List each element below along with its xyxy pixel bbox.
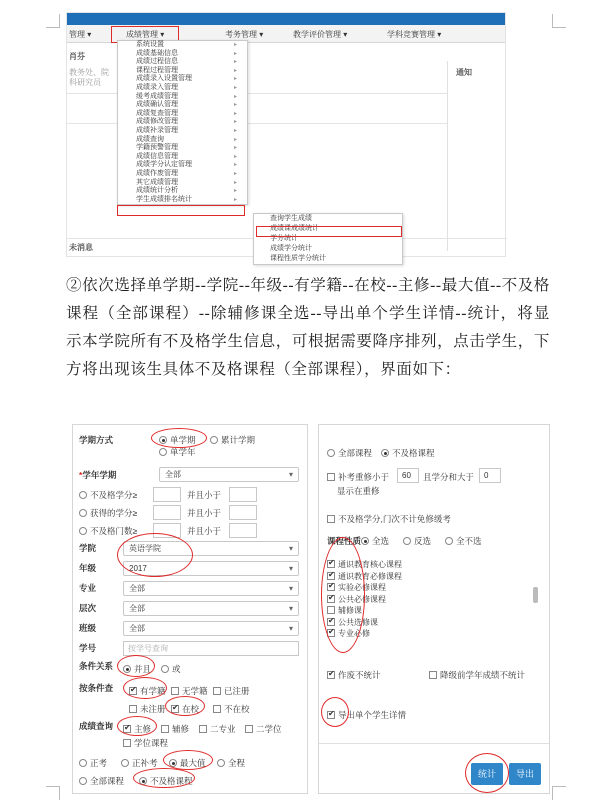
earned-credit-max-input[interactable] (229, 505, 257, 520)
credit-value-input[interactable]: 0 (479, 468, 501, 483)
grade-query-label: 成绩查询 (79, 721, 114, 731)
nature-list-item[interactable]: ✔通识教育必修课程 (327, 571, 541, 583)
highlight-credit-stat (256, 226, 402, 237)
menu-screenshot (66, 12, 506, 262)
cond-earned-credit[interactable]: 获得的学分≥ (79, 507, 137, 519)
menu-item[interactable]: 成绩基础信息 ▸ (118, 50, 247, 59)
nature-list-item[interactable]: 辅修课 (327, 605, 541, 617)
year-term-label: *学年学期 (79, 470, 117, 480)
menu-item[interactable]: 成绩录入管理 ▸ (118, 84, 247, 93)
chk-export-single[interactable]: ✔导出单个学生详情 (327, 709, 406, 721)
major-select[interactable]: 全部 ▾ (123, 581, 299, 596)
menu-item[interactable]: 课程过程管理 ▸ (118, 67, 247, 76)
corner-mark-br (552, 786, 566, 800)
radio-max-value[interactable]: 最大值 (169, 757, 206, 769)
radio-single-term[interactable]: 单学期 (159, 434, 196, 446)
menu-item[interactable]: 成绩确认管理 ▸ (118, 101, 247, 110)
chk-second-degree[interactable]: 二学位 (245, 723, 282, 735)
menu-item[interactable]: 学生成绩排名统计 ▸ (118, 196, 247, 205)
corner-mark-bl (46, 786, 60, 800)
query-label: 按条件查 (79, 683, 114, 693)
menu-item[interactable]: 成绩学分认定管理 ▸ (118, 161, 247, 170)
and-less-3: 并且小于 (187, 526, 222, 536)
nav-item-grade-management[interactable]: 成绩管理 ▾ (111, 26, 179, 43)
grade-management-dropdown (117, 40, 248, 205)
show-in-retake-text: 显示在重修 (337, 486, 380, 496)
chk-downgrade-not-count[interactable]: 降级前学年成绩不统计 (429, 669, 525, 681)
and-less-2: 并且小于 (187, 508, 222, 518)
radio-select-none[interactable]: 全不选 (445, 535, 482, 547)
cond-fail-count[interactable]: 不及格门数≥ (79, 525, 137, 537)
menu-item[interactable]: 成绩过程信息 ▸ (118, 58, 247, 67)
corner-mark-tr (552, 14, 566, 28)
right-query-form (318, 424, 550, 794)
bg-messages: 未消息 (69, 243, 93, 252)
bg-user-dept: 教务处、院 (69, 68, 109, 77)
stat-button[interactable]: 统计 (471, 763, 503, 785)
chk-void-not-count[interactable]: ✔作废不统计 (327, 669, 381, 681)
submenu-item[interactable]: 查询学生成绩 (270, 215, 312, 222)
level-select[interactable]: 全部 ▾ (123, 601, 299, 616)
cond-fail-credit[interactable]: 不及格学分≥ (79, 489, 137, 501)
menu-item[interactable]: 成绩信息管理 ▸ (118, 153, 247, 162)
earned-credit-input[interactable] (153, 505, 181, 520)
radio-all-courses-right[interactable]: 全部课程 (327, 447, 372, 459)
class-label: 班级 (79, 623, 97, 633)
nature-list-item[interactable]: ✔公共必修课程 (327, 594, 541, 606)
student-no-input[interactable]: 按学号查询 (123, 641, 299, 656)
radio-regular-exam[interactable]: 正考 (79, 757, 107, 769)
major-label: 专业 (79, 583, 97, 593)
instruction-paragraph: ②依次选择单学期--学院--年级--有学籍--在校--主修--最大值--不及格课程（全部课程）--除辅修课全选--导出单个学生详情--统计，将显示本学院所有不及格学生信息，可根据需要降序排列，点击学生，下方将出现该生具体不及格课程（全部课程），界面如下： (66, 277, 550, 378)
bg-user-role: 科研究员 (69, 78, 101, 87)
credit-more-text: 且学分和大于 (423, 472, 475, 482)
fail-count-input[interactable] (153, 523, 181, 538)
chk-degree-course[interactable]: 学位课程 (123, 737, 168, 749)
nav-item-2[interactable]: 考务管理 ▾ (225, 30, 264, 39)
left-query-form (72, 424, 308, 794)
submenu-item[interactable]: 成绩学分统计 (270, 245, 312, 252)
menu-item[interactable]: 成绩复查管理 ▸ (118, 110, 247, 119)
radio-or[interactable]: 或 (161, 663, 181, 675)
nav-item-4[interactable]: 学科竞赛管理 ▾ (387, 30, 442, 39)
radio-makeup-exam[interactable]: 正补考 (121, 757, 158, 769)
grade-label: 年级 (79, 563, 97, 573)
college-label: 学院 (79, 543, 97, 553)
submenu-item[interactable]: 学分统计 (270, 235, 298, 242)
highlight-stat-analysis (117, 205, 245, 216)
radio-invert[interactable]: 反选 (403, 535, 431, 547)
menu-item[interactable]: 成绩修改管理 ▸ (118, 118, 247, 127)
student-no-label: 学号 (79, 643, 97, 653)
menu-item[interactable]: 成绩作废管理 ▸ (118, 170, 247, 179)
nature-list (327, 559, 541, 641)
chk-not-count-exempt[interactable]: 不及格学分,门次不计免修缓考 (327, 513, 451, 525)
scrollbar-thumb[interactable] (533, 587, 538, 603)
radio-and[interactable]: 并且 (123, 663, 151, 675)
chk-no-status[interactable]: 无学籍 (171, 685, 208, 697)
bg-user-name: 肖芬 (69, 52, 85, 61)
notice-title: 通知 (456, 68, 472, 77)
notice-panel (447, 61, 505, 251)
fail-credit-input[interactable] (153, 487, 181, 502)
term-mode-label: 学期方式 (79, 435, 114, 445)
corner-mark-tl (46, 14, 60, 28)
menu-item[interactable]: 学籍预警管理 ▸ (118, 144, 247, 153)
menu-item[interactable]: 成绩查询 ▸ (118, 136, 247, 145)
menu-item[interactable]: 成绩录入设置管理 ▸ (118, 75, 247, 84)
nature-list-item[interactable]: ✔实验必修课程 (327, 582, 541, 594)
chk-major[interactable]: ✔ 主修 (123, 723, 151, 735)
and-less-1: 并且小于 (187, 490, 222, 500)
chk-in-school[interactable]: ✔ 在校 (171, 703, 199, 715)
radio-cumulative-term[interactable]: 累计学期 (210, 434, 255, 446)
chk-registered[interactable]: 已注册 (213, 685, 250, 697)
college-select[interactable]: 英语学院 ▾ (123, 541, 299, 556)
app-topbar (67, 13, 505, 25)
grade-select[interactable]: 2017 ▾ (123, 561, 299, 576)
menu-item[interactable]: 成绩统计分析 ▸ (118, 187, 247, 196)
radio-failed-courses-right[interactable]: 不及格课程 (381, 447, 435, 459)
chk-has-status[interactable]: ✔ 有学籍 (129, 685, 166, 697)
radio-all-courses[interactable]: 全部课程 (79, 775, 124, 787)
radio-single-year[interactable]: 单学年 (159, 446, 196, 458)
submenu-item[interactable]: 成绩课成绩统计 (270, 225, 319, 232)
nature-list-item[interactable]: ✔公共选修课 (327, 617, 541, 629)
stat-analysis-submenu (253, 213, 403, 265)
nature-label: 课程性质 (327, 536, 362, 546)
class-select[interactable]: 全部 ▾ (123, 621, 299, 636)
level-label: 层次 (79, 603, 97, 613)
divider (319, 743, 549, 744)
fail-count-max-input[interactable] (229, 523, 257, 538)
menu-item[interactable]: 系统设置 ▸ (118, 41, 247, 50)
chk-unregistered[interactable]: 未注册 (129, 703, 166, 715)
menu-item[interactable]: 缓考成绩管理 ▸ (118, 93, 247, 102)
chk-minor[interactable]: 辅修 (161, 723, 189, 735)
relation-label: 条件关系 (79, 661, 114, 671)
submenu-item[interactable]: 课程性质学分统计 (270, 255, 326, 262)
nature-list-item[interactable]: ✔专业必修 (327, 628, 541, 640)
radio-select-all[interactable]: 全选 (361, 535, 389, 547)
radio-full-process[interactable]: 全程 (217, 757, 245, 769)
chk-retake-less[interactable]: 补考重修小于 (327, 471, 389, 483)
nav-item-0[interactable]: 管理 ▾ (69, 30, 92, 39)
menu-item[interactable]: 成绩补录管理 ▸ (118, 127, 247, 136)
radio-failed-courses[interactable]: 不及格课程 (139, 775, 193, 787)
export-button[interactable]: 导出 (509, 763, 541, 785)
year-term-select[interactable]: 全部 ▾ (159, 467, 299, 482)
retake-value-input[interactable]: 60 (397, 468, 419, 483)
fail-credit-max-input[interactable] (229, 487, 257, 502)
chk-not-in-school[interactable]: 不在校 (213, 703, 250, 715)
nature-list-item[interactable]: ✔通识教育核心课程 (327, 559, 541, 571)
menu-item[interactable]: 其它成绩管理 ▸ (118, 179, 247, 188)
chk-second-major[interactable]: 二专业 (199, 723, 236, 735)
nav-item-3[interactable]: 教学评价管理 ▾ (293, 30, 348, 39)
